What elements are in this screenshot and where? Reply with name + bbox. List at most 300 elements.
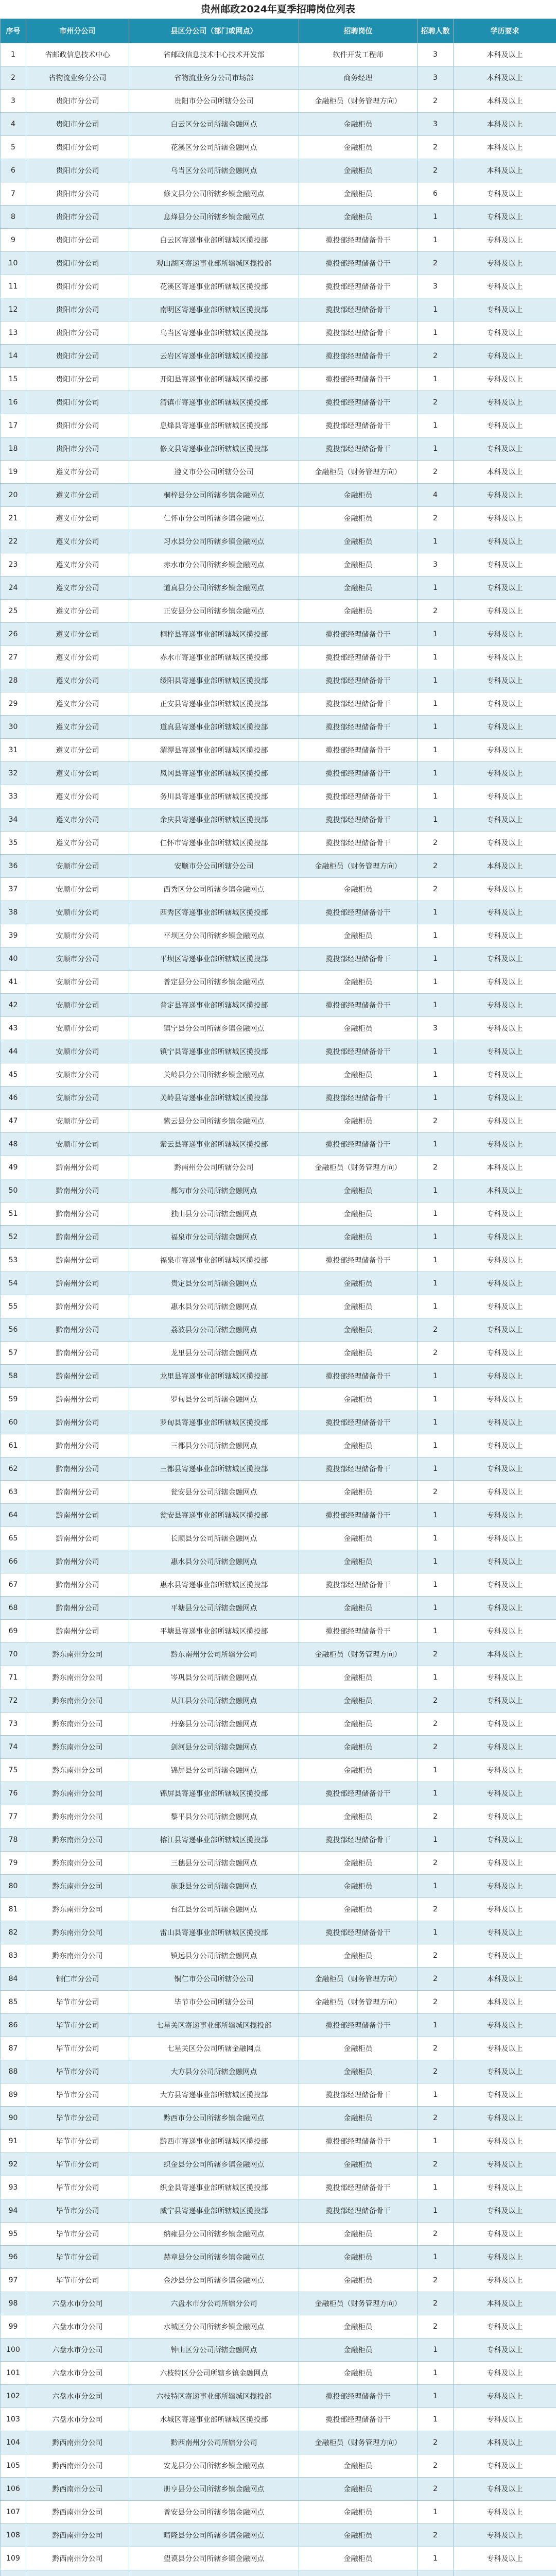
education-cell: 专科及以上 bbox=[454, 1759, 556, 1782]
headcount-cell: 3 bbox=[418, 553, 454, 577]
education-cell: 专科及以上 bbox=[454, 252, 556, 275]
county-branch-cell: 龙里县分公司所辖金融网点 bbox=[129, 1342, 299, 1365]
education-cell: 专科及以上 bbox=[454, 1411, 556, 1434]
city-branch-cell: 贵阳市分公司 bbox=[26, 182, 129, 206]
position-cell: 揽投部经理储备骨干 bbox=[299, 2130, 418, 2153]
headcount-cell: 1 bbox=[418, 623, 454, 646]
position-cell: 揽投部经理储备骨干 bbox=[299, 1040, 418, 1063]
position-cell: 金融柜员 bbox=[299, 1342, 418, 1365]
row-index-cell: 71 bbox=[1, 1666, 26, 1689]
table-row bbox=[1, 1944, 556, 1968]
position-cell: 金融柜员 bbox=[299, 1179, 418, 1202]
row-index-cell: 16 bbox=[1, 391, 26, 414]
headcount-cell: 2 bbox=[418, 1968, 454, 1991]
row-index-cell: 99 bbox=[1, 2315, 26, 2338]
county-branch-cell: 平坝区分公司所辖乡镇金融网点 bbox=[129, 924, 299, 947]
position-cell: 金融柜员 bbox=[299, 577, 418, 600]
city-branch-cell: 安顺市分公司 bbox=[26, 1017, 129, 1040]
headcount-cell: 2 bbox=[418, 1898, 454, 1921]
position-cell: 金融柜员 bbox=[299, 2454, 418, 2478]
row-index-cell: 8 bbox=[1, 206, 26, 229]
row-index-cell: 60 bbox=[1, 1411, 26, 1434]
county-branch-cell: 水城区寄递事业部所辖城区揽投部 bbox=[129, 2408, 299, 2431]
city-branch-cell: 遵义市分公司 bbox=[26, 762, 129, 785]
table-row bbox=[1, 2037, 556, 2060]
table-row bbox=[1, 206, 556, 229]
position-cell: 金融柜员 bbox=[299, 2478, 418, 2501]
education-cell: 本科及以上 bbox=[454, 1968, 556, 1991]
city-branch-cell: 黔东南州分公司 bbox=[26, 1898, 129, 1921]
city-branch-cell: 贵阳市分公司 bbox=[26, 159, 129, 182]
table-row bbox=[1, 878, 556, 901]
row-index-cell: 72 bbox=[1, 1689, 26, 1713]
table-row bbox=[1, 1202, 556, 1226]
row-index-cell: 82 bbox=[1, 1921, 26, 1944]
city-branch-cell: 安顺市分公司 bbox=[26, 1110, 129, 1133]
row-index-cell: 104 bbox=[1, 2431, 26, 2454]
position-cell: 揽投部经理储备骨干 bbox=[299, 2083, 418, 2107]
table-row bbox=[1, 1087, 556, 1110]
row-index-cell: 49 bbox=[1, 1156, 26, 1179]
headcount-cell: 1 bbox=[418, 229, 454, 252]
city-branch-cell: 贵阳市分公司 bbox=[26, 136, 129, 159]
table-row bbox=[1, 1921, 556, 1944]
row-index-cell: 48 bbox=[1, 1133, 26, 1156]
education-cell: 专科及以上 bbox=[454, 1110, 556, 1133]
row-index-cell: 102 bbox=[1, 2385, 26, 2408]
city-branch-cell: 遵义市分公司 bbox=[26, 832, 129, 855]
table-row bbox=[1, 2083, 556, 2107]
row-index-cell: 70 bbox=[1, 1643, 26, 1666]
county-branch-cell: 遵义市分公司所辖分公司 bbox=[129, 461, 299, 484]
headcount-cell: 2 bbox=[418, 1342, 454, 1365]
city-branch-cell: 安顺市分公司 bbox=[26, 947, 129, 971]
headcount-cell: 2 bbox=[418, 855, 454, 878]
row-index-cell: 86 bbox=[1, 2014, 26, 2037]
table-row bbox=[1, 345, 556, 368]
education-cell: 专科及以上 bbox=[454, 1226, 556, 1249]
county-branch-cell: 正安县寄递事业部所辖城区揽投部 bbox=[129, 692, 299, 716]
position-cell: 金融柜员 bbox=[299, 1550, 418, 1573]
position-cell: 揽投部经理储备骨干 bbox=[299, 808, 418, 832]
table-row bbox=[1, 507, 556, 530]
county-branch-cell: 册亨县分公司所辖乡镇金融网点 bbox=[129, 2478, 299, 2501]
row-index-cell: 79 bbox=[1, 1852, 26, 1875]
row-index-cell: 63 bbox=[1, 1481, 26, 1504]
headcount-cell: 2 bbox=[418, 2037, 454, 2060]
table-row bbox=[1, 2246, 556, 2269]
city-branch-cell: 遵义市分公司 bbox=[26, 808, 129, 832]
row-index-cell: 58 bbox=[1, 1365, 26, 1388]
city-branch-cell: 毕节市分公司 bbox=[26, 2130, 129, 2153]
city-branch-cell bbox=[26, 2570, 129, 2576]
position-cell: 金融柜员 bbox=[299, 507, 418, 530]
table-row bbox=[1, 484, 556, 507]
position-cell: 揽投部经理储备骨干 bbox=[299, 321, 418, 345]
city-branch-cell: 安顺市分公司 bbox=[26, 1040, 129, 1063]
city-branch-cell: 贵阳市分公司 bbox=[26, 437, 129, 461]
row-index-cell: 32 bbox=[1, 762, 26, 785]
table-row bbox=[1, 2454, 556, 2478]
city-branch-cell: 黔南州分公司 bbox=[26, 1272, 129, 1295]
row-index-cell: 78 bbox=[1, 1828, 26, 1852]
city-branch-cell: 黔南州分公司 bbox=[26, 1249, 129, 1272]
city-branch-cell: 黔南州分公司 bbox=[26, 1156, 129, 1179]
table-row bbox=[1, 2107, 556, 2130]
header-education: 学历要求 bbox=[454, 19, 556, 43]
county-branch-cell: 南明区寄递事业部所辖城区揽投部 bbox=[129, 298, 299, 321]
county-branch-cell: 乌当区分公司所辖金融网点 bbox=[129, 159, 299, 182]
row-index-cell: 61 bbox=[1, 1434, 26, 1458]
position-cell: 揽投部经理储备骨干 bbox=[299, 785, 418, 808]
position-cell: 金融柜员 bbox=[299, 1759, 418, 1782]
row-index-cell: 24 bbox=[1, 577, 26, 600]
row-index-cell: 15 bbox=[1, 368, 26, 391]
headcount-cell bbox=[418, 2570, 454, 2576]
education-cell: 专科及以上 bbox=[454, 832, 556, 855]
education-cell: 专科及以上 bbox=[454, 2547, 556, 2570]
city-branch-cell: 黔南州分公司 bbox=[26, 1411, 129, 1434]
county-branch-cell: 云岩区寄递事业部所辖城区揽投部 bbox=[129, 345, 299, 368]
county-branch-cell: 施秉县分公司所辖金融网点 bbox=[129, 1875, 299, 1898]
education-cell: 本科及以上 bbox=[454, 113, 556, 136]
table-row bbox=[1, 391, 556, 414]
headcount-cell: 1 bbox=[418, 1828, 454, 1852]
table-row bbox=[1, 2269, 556, 2292]
education-cell: 专科及以上 bbox=[454, 1017, 556, 1040]
row-index-cell: 88 bbox=[1, 2060, 26, 2083]
headcount-cell: 1 bbox=[418, 924, 454, 947]
row-index-cell: 5 bbox=[1, 136, 26, 159]
county-branch-cell: 平塘县分公司所辖金融网点 bbox=[129, 1597, 299, 1620]
education-cell: 专科及以上 bbox=[454, 1458, 556, 1481]
headcount-cell: 2 bbox=[418, 1110, 454, 1133]
row-index-cell: 59 bbox=[1, 1388, 26, 1411]
education-cell: 专科及以上 bbox=[454, 600, 556, 623]
position-cell: 揽投部经理储备骨干 bbox=[299, 2014, 418, 2037]
table-row bbox=[1, 1550, 556, 1573]
table-row bbox=[1, 2130, 556, 2153]
table-row bbox=[1, 1666, 556, 1689]
position-cell: 金融柜员 bbox=[299, 1272, 418, 1295]
city-branch-cell: 黔东南州分公司 bbox=[26, 1736, 129, 1759]
header-headcount: 招聘人数 bbox=[418, 19, 454, 43]
education-cell: 专科及以上 bbox=[454, 1689, 556, 1713]
headcount-cell: 2 bbox=[418, 1852, 454, 1875]
county-branch-cell: 福泉市寄递事业部所辖城区揽投部 bbox=[129, 1249, 299, 1272]
county-branch-cell: 雷山县寄递事业部所辖城区揽投部 bbox=[129, 1921, 299, 1944]
headcount-cell: 2 bbox=[418, 2292, 454, 2315]
headcount-cell: 1 bbox=[418, 414, 454, 437]
row-index-cell: 76 bbox=[1, 1782, 26, 1805]
city-branch-cell: 安顺市分公司 bbox=[26, 901, 129, 924]
position-cell: 揽投部经理储备骨干 bbox=[299, 345, 418, 368]
city-branch-cell: 毕节市分公司 bbox=[26, 2199, 129, 2223]
headcount-cell: 1 bbox=[418, 762, 454, 785]
position-cell: 金融柜员 bbox=[299, 1226, 418, 1249]
city-branch-cell: 遵义市分公司 bbox=[26, 739, 129, 762]
position-cell: 金融柜员 bbox=[299, 1805, 418, 1828]
table-row bbox=[1, 1295, 556, 1318]
education-cell: 专科及以上 bbox=[454, 1272, 556, 1295]
headcount-cell: 1 bbox=[418, 2547, 454, 2570]
education-cell: 专科及以上 bbox=[454, 762, 556, 785]
education-cell: 专科及以上 bbox=[454, 437, 556, 461]
education-cell: 专科及以上 bbox=[454, 2014, 556, 2037]
city-branch-cell: 贵阳市分公司 bbox=[26, 391, 129, 414]
education-cell: 专科及以上 bbox=[454, 553, 556, 577]
education-cell: 专科及以上 bbox=[454, 1666, 556, 1689]
education-cell: 专科及以上 bbox=[454, 1573, 556, 1597]
table-row bbox=[1, 1875, 556, 1898]
city-branch-cell: 安顺市分公司 bbox=[26, 878, 129, 901]
county-branch-cell: 三穗县分公司所辖金融网点 bbox=[129, 1852, 299, 1875]
county-branch-cell: 六盘水市分公司所辖分公司 bbox=[129, 2292, 299, 2315]
education-cell: 专科及以上 bbox=[454, 2199, 556, 2223]
county-branch-cell: 罗甸县分公司所辖金融网点 bbox=[129, 1388, 299, 1411]
headcount-cell: 2 bbox=[418, 1643, 454, 1666]
table-row bbox=[1, 994, 556, 1017]
county-branch-cell: 毕节市分公司所辖分公司 bbox=[129, 1991, 299, 2014]
education-cell: 专科及以上 bbox=[454, 2176, 556, 2199]
table-row bbox=[1, 2408, 556, 2431]
position-cell: 揽投部经理储备骨干 bbox=[299, 692, 418, 716]
table-row bbox=[1, 924, 556, 947]
row-index-cell: 11 bbox=[1, 275, 26, 298]
position-cell: 金融柜员（财务管理方向） bbox=[299, 90, 418, 113]
position-cell: 揽投部经理储备骨干 bbox=[299, 1365, 418, 1388]
education-cell: 专科及以上 bbox=[454, 1713, 556, 1736]
headcount-cell: 1 bbox=[418, 1272, 454, 1295]
city-branch-cell: 黔南州分公司 bbox=[26, 1504, 129, 1527]
position-cell: 揽投部经理储备骨干 bbox=[299, 947, 418, 971]
city-branch-cell: 黔东南州分公司 bbox=[26, 1643, 129, 1666]
table-row bbox=[1, 646, 556, 669]
county-branch-cell: 龙里县寄递事业部所辖城区揽投部 bbox=[129, 1365, 299, 1388]
headcount-cell: 2 bbox=[418, 878, 454, 901]
row-index-cell: 2 bbox=[1, 66, 26, 90]
row-index-cell: 3 bbox=[1, 90, 26, 113]
county-branch-cell: 安顺市分公司所辖分公司 bbox=[129, 855, 299, 878]
position-cell: 揽投部经理储备骨干 bbox=[299, 437, 418, 461]
table-row bbox=[1, 2431, 556, 2454]
education-cell: 本科及以上 bbox=[454, 2431, 556, 2454]
table-row bbox=[1, 2014, 556, 2037]
county-branch-cell: 纳雍县分公司所辖乡镇金融网点 bbox=[129, 2223, 299, 2246]
county-branch-cell: 罗甸县寄递事业部所辖城区揽投部 bbox=[129, 1411, 299, 1434]
city-branch-cell: 贵阳市分公司 bbox=[26, 298, 129, 321]
position-cell: 揽投部经理储备骨干 bbox=[299, 1620, 418, 1643]
education-cell: 专科及以上 bbox=[454, 1087, 556, 1110]
table-row bbox=[1, 1411, 556, 1434]
county-branch-cell: 道真县分公司所辖乡镇金融网点 bbox=[129, 577, 299, 600]
county-branch-cell: 习水县分公司所辖乡镇金融网点 bbox=[129, 530, 299, 553]
position-cell: 金融柜员 bbox=[299, 2107, 418, 2130]
table-row bbox=[1, 1272, 556, 1295]
table-row bbox=[1, 43, 556, 66]
row-index-cell: 103 bbox=[1, 2408, 26, 2431]
row-index-cell: 12 bbox=[1, 298, 26, 321]
county-branch-cell: 大方县分公司所辖金融网点 bbox=[129, 2060, 299, 2083]
city-branch-cell: 毕节市分公司 bbox=[26, 2223, 129, 2246]
county-branch-cell bbox=[129, 2570, 299, 2576]
county-branch-cell: 锦屏县分公司所辖金融网点 bbox=[129, 1759, 299, 1782]
table-row bbox=[1, 2223, 556, 2246]
table-row bbox=[1, 855, 556, 878]
education-cell: 专科及以上 bbox=[454, 1828, 556, 1852]
education-cell: 专科及以上 bbox=[454, 1388, 556, 1411]
county-branch-cell: 紫云县寄递事业部所辖城区揽投部 bbox=[129, 1133, 299, 1156]
position-cell: 揽投部经理储备骨干 bbox=[299, 2199, 418, 2223]
education-cell: 专科及以上 bbox=[454, 391, 556, 414]
education-cell: 专科及以上 bbox=[454, 414, 556, 437]
row-index-cell: 57 bbox=[1, 1342, 26, 1365]
city-branch-cell: 安顺市分公司 bbox=[26, 971, 129, 994]
county-branch-cell: 黔西市寄递事业部所辖城区揽投部 bbox=[129, 2130, 299, 2153]
table-row bbox=[1, 2478, 556, 2501]
education-cell: 专科及以上 bbox=[454, 2060, 556, 2083]
table-row bbox=[1, 2292, 556, 2315]
county-branch-cell: 榕江县寄递事业部所辖城区揽投部 bbox=[129, 1828, 299, 1852]
city-branch-cell: 黔南州分公司 bbox=[26, 1226, 129, 1249]
city-branch-cell: 毕节市分公司 bbox=[26, 2176, 129, 2199]
table-row bbox=[1, 1156, 556, 1179]
county-branch-cell: 金沙县分公司所辖乡镇金融网点 bbox=[129, 2269, 299, 2292]
education-cell: 专科及以上 bbox=[454, 206, 556, 229]
city-branch-cell: 黔南州分公司 bbox=[26, 1295, 129, 1318]
position-cell: 金融柜员（财务管理方向） bbox=[299, 1968, 418, 1991]
education-cell: 专科及以上 bbox=[454, 530, 556, 553]
city-branch-cell: 黔东南州分公司 bbox=[26, 1782, 129, 1805]
table-row bbox=[1, 461, 556, 484]
headcount-cell: 2 bbox=[418, 2524, 454, 2547]
row-index-cell: 101 bbox=[1, 2362, 26, 2385]
education-cell: 专科及以上 bbox=[454, 1249, 556, 1272]
county-branch-cell: 息烽县寄递事业部所辖城区揽投部 bbox=[129, 414, 299, 437]
row-index-cell: 105 bbox=[1, 2454, 26, 2478]
table-row bbox=[1, 2362, 556, 2385]
row-index-cell: 74 bbox=[1, 1736, 26, 1759]
row-index-cell: 33 bbox=[1, 785, 26, 808]
table-row bbox=[1, 2570, 556, 2576]
position-cell: 金融柜员 bbox=[299, 1944, 418, 1968]
county-branch-cell: 普定县寄递事业部所辖城区揽投部 bbox=[129, 994, 299, 1017]
position-cell: 金融柜员 bbox=[299, 2153, 418, 2176]
row-index-cell: 87 bbox=[1, 2037, 26, 2060]
headcount-cell: 1 bbox=[418, 1434, 454, 1458]
county-branch-cell: 惠水县寄递事业部所辖城区揽投部 bbox=[129, 1573, 299, 1597]
county-branch-cell: 道真县寄递事业部所辖城区揽投部 bbox=[129, 716, 299, 739]
education-cell: 专科及以上 bbox=[454, 298, 556, 321]
education-cell: 专科及以上 bbox=[454, 2037, 556, 2060]
city-branch-cell: 黔南州分公司 bbox=[26, 1550, 129, 1573]
headcount-cell: 1 bbox=[418, 1040, 454, 1063]
position-cell: 金融柜员 bbox=[299, 1875, 418, 1898]
education-cell: 专科及以上 bbox=[454, 1318, 556, 1342]
table-row bbox=[1, 1736, 556, 1759]
city-branch-cell: 贵阳市分公司 bbox=[26, 113, 129, 136]
education-cell: 专科及以上 bbox=[454, 2223, 556, 2246]
education-cell: 专科及以上 bbox=[454, 2478, 556, 2501]
table-row bbox=[1, 785, 556, 808]
position-cell: 金融柜员 bbox=[299, 2524, 418, 2547]
table-row bbox=[1, 113, 556, 136]
education-cell: 本科及以上 bbox=[454, 2292, 556, 2315]
education-cell: 专科及以上 bbox=[454, 345, 556, 368]
headcount-cell: 2 bbox=[418, 1944, 454, 1968]
headcount-cell: 1 bbox=[418, 2385, 454, 2408]
headcount-cell: 1 bbox=[418, 2014, 454, 2037]
headcount-cell: 1 bbox=[418, 2408, 454, 2431]
county-branch-cell: 三都县分公司所辖金融网点 bbox=[129, 1434, 299, 1458]
table-row bbox=[1, 252, 556, 275]
education-cell: 本科及以上 bbox=[454, 136, 556, 159]
city-branch-cell: 黔东南州分公司 bbox=[26, 1759, 129, 1782]
education-cell: 专科及以上 bbox=[454, 1434, 556, 1458]
education-cell: 专科及以上 bbox=[454, 2107, 556, 2130]
city-branch-cell: 遵义市分公司 bbox=[26, 530, 129, 553]
table-row bbox=[1, 1620, 556, 1643]
row-index-cell: 52 bbox=[1, 1226, 26, 1249]
position-cell: 揽投部经理储备骨干 bbox=[299, 1921, 418, 1944]
row-index-cell: 95 bbox=[1, 2223, 26, 2246]
position-cell: 金融柜员 bbox=[299, 2338, 418, 2362]
position-cell: 揽投部经理储备骨干 bbox=[299, 739, 418, 762]
table-row bbox=[1, 1852, 556, 1875]
position-cell: 揽投部经理储备骨干 bbox=[299, 762, 418, 785]
position-cell: 金融柜员 bbox=[299, 1110, 418, 1133]
headcount-cell: 2 bbox=[418, 90, 454, 113]
education-cell: 专科及以上 bbox=[454, 2338, 556, 2362]
city-branch-cell: 遵义市分公司 bbox=[26, 461, 129, 484]
table-row bbox=[1, 2547, 556, 2570]
position-cell: 揽投部经理储备骨干 bbox=[299, 1573, 418, 1597]
city-branch-cell: 黔南州分公司 bbox=[26, 1179, 129, 1202]
education-cell: 专科及以上 bbox=[454, 808, 556, 832]
headcount-cell: 1 bbox=[418, 1666, 454, 1689]
headcount-cell: 1 bbox=[418, 530, 454, 553]
row-index-cell: 41 bbox=[1, 971, 26, 994]
education-cell: 本科及以上 bbox=[454, 90, 556, 113]
row-index-cell: 10 bbox=[1, 252, 26, 275]
county-branch-cell: 从江县分公司所辖金融网点 bbox=[129, 1689, 299, 1713]
table-row bbox=[1, 739, 556, 762]
county-branch-cell: 瓮安县寄递事业部所辖城区揽投部 bbox=[129, 1504, 299, 1527]
city-branch-cell: 黔东南州分公司 bbox=[26, 1805, 129, 1828]
education-cell: 专科及以上 bbox=[454, 2246, 556, 2269]
headcount-cell: 2 bbox=[418, 2153, 454, 2176]
city-branch-cell: 毕节市分公司 bbox=[26, 2153, 129, 2176]
headcount-cell: 1 bbox=[418, 1249, 454, 1272]
table-row bbox=[1, 692, 556, 716]
row-index-cell: 36 bbox=[1, 855, 26, 878]
city-branch-cell: 黔南州分公司 bbox=[26, 1365, 129, 1388]
city-branch-cell: 贵阳市分公司 bbox=[26, 252, 129, 275]
county-branch-cell: 修文县寄递事业部所辖城区揽投部 bbox=[129, 437, 299, 461]
headcount-cell: 6 bbox=[418, 182, 454, 206]
education-cell: 专科及以上 bbox=[454, 739, 556, 762]
education-cell: 专科及以上 bbox=[454, 1782, 556, 1805]
table-row bbox=[1, 1342, 556, 1365]
county-branch-cell: 水城区分公司所辖乡镇金融网点 bbox=[129, 2315, 299, 2338]
education-cell: 专科及以上 bbox=[454, 2524, 556, 2547]
headcount-cell: 1 bbox=[418, 785, 454, 808]
position-cell: 金融柜员 bbox=[299, 1202, 418, 1226]
position-cell: 金融柜员 bbox=[299, 206, 418, 229]
county-branch-cell: 镇宁县分公司所辖乡镇金融网点 bbox=[129, 1017, 299, 1040]
headcount-cell: 2 bbox=[418, 1481, 454, 1504]
position-cell: 金融柜员 bbox=[299, 2547, 418, 2570]
